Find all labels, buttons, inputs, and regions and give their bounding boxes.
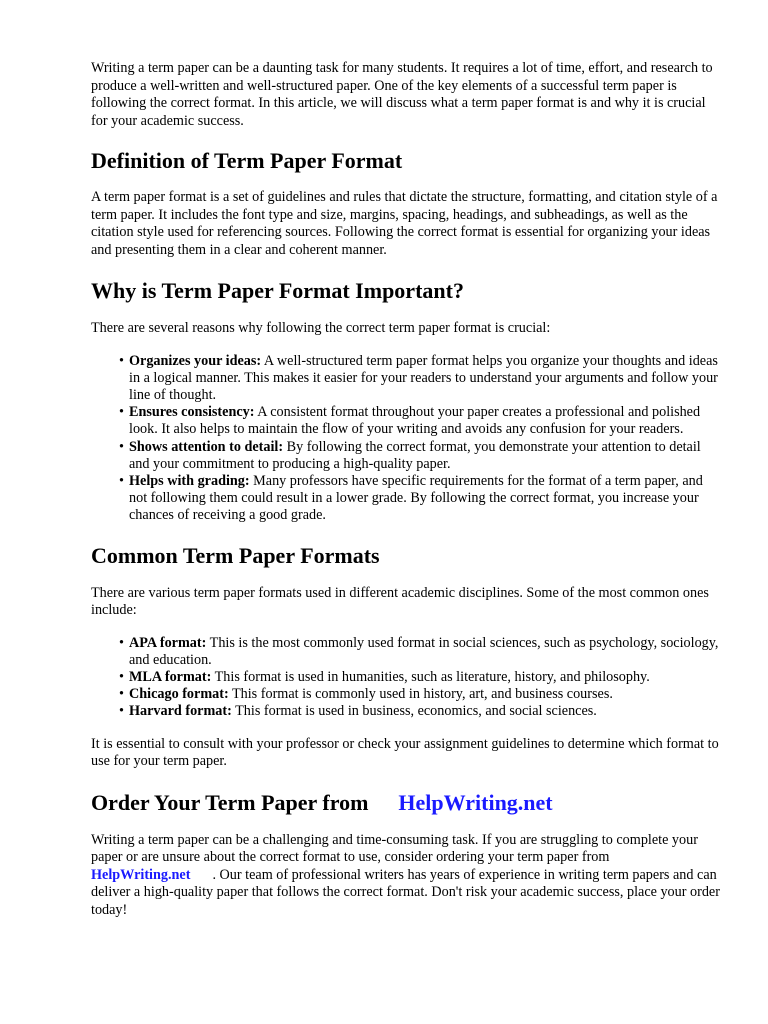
importance-list <box>91 353 721 525</box>
helpwriting-heading-link[interactable]: HelpWriting.net <box>398 789 553 815</box>
importance-heading: Why is Term Paper Format Important? <box>91 278 464 303</box>
list-item-text: This format is used in humanities, such as literature, history, and philosophy. <box>211 668 650 685</box>
list-item <box>91 473 721 525</box>
intro-paragraph: Writing a term paper can be a daunting task for many students. It requires a lot of time, effort, and research to produce a well-written and well-structured paper. One of the key elements of a successful term paper is following the correct format. In this article, we will discuss what a term paper format is and why it is crucial for your academic success. <box>91 60 713 129</box>
list-item-text: Many professors have specific requirements for the format of a term paper, and not following them could result in a lower grade. By following the correct format, you increase your chances of receiving a good grade. <box>129 472 703 524</box>
list-item-title: Harvard format: <box>129 703 232 720</box>
list-item-title: Chicago format: <box>129 686 229 703</box>
definition-paragraph: A term paper format is a set of guidelines and rules that dictate the structure, formatting, and citation style of a term paper. It includes the font type and size, margins, spacing, headings, and subheadings, as well as the citation style used for referencing sources. Following the correct format is essential for organizing your ideas and presenting them in a clear and coherent manner. <box>91 189 718 258</box>
helpwriting-inline-link[interactable]: HelpWriting.net <box>91 866 191 883</box>
order-heading <box>91 790 721 816</box>
list-item-title: Shows attention to detail: <box>129 438 284 455</box>
list-item-title: APA format: <box>129 634 207 651</box>
list-item-text: By following the correct format, you demonstrate your attention to detail and your commitment to producing a high-quality paper. <box>129 438 701 472</box>
list-item-title: Organizes your ideas: <box>129 352 262 369</box>
order-text-after: . Our team of professional writers has years of experience in writing term papers and can deliver a high-quality paper that follows the correct format. Don't risk your academic success, place your order today! <box>91 866 720 918</box>
bullet-icon: • <box>119 438 124 455</box>
order-paragraph <box>91 832 721 920</box>
bullet-icon: • <box>119 686 124 703</box>
list-item-text: This format is commonly used in history, art, and business courses. <box>228 686 613 703</box>
bullet-icon: • <box>119 668 124 685</box>
list-item-text: A consistent format throughout your paper creates a professional and polished look. It also helps to maintain the flow of your writing and avoids any confusion for your readers. <box>129 404 701 438</box>
list-item <box>91 404 721 438</box>
bullet-icon: • <box>119 634 124 651</box>
bullet-icon: • <box>119 352 124 369</box>
list-item <box>91 635 721 669</box>
list-item <box>91 686 721 703</box>
consult-paragraph: It is essential to consult with your professor or check your assignment guidelines to determine which format to use for your term paper. <box>91 735 719 770</box>
list-item-text: This is the most commonly used format in social sciences, such as psychology, sociology, and education. <box>129 634 719 668</box>
list-item <box>91 703 721 720</box>
list-item-title: Ensures consistency: <box>129 404 255 421</box>
order-text-before: Writing a term paper can be a challenging and time-consuming task. If you are struggling to complete your paper or are unsure about the correct format to use, consider ordering your term paper from <box>91 831 698 866</box>
formats-list <box>91 635 721 721</box>
importance-lead: There are several reasons why following the correct term paper format is crucial: <box>91 320 551 336</box>
definition-heading: Definition of Term Paper Format <box>91 148 403 173</box>
list-item-text: This format is used in business, economics, and social sciences. <box>231 703 597 720</box>
list-item-text: A well-structured term paper format helps you organize your thoughts and ideas in a logical manner. This makes it easier for your readers to understand your arguments and follow your line of thought. <box>129 352 718 403</box>
bullet-icon: • <box>119 703 124 720</box>
order-heading-text: Order Your Term Paper from <box>91 789 369 815</box>
list-item <box>91 439 721 473</box>
list-item-title: MLA format: <box>129 668 212 685</box>
list-item <box>91 353 721 405</box>
formats-lead: There are various term paper formats used in different academic disciplines. Some of the most common ones include: <box>91 584 709 619</box>
bullet-icon: • <box>119 404 124 421</box>
list-item-title: Helps with grading: <box>129 472 250 489</box>
formats-heading: Common Term Paper Formats <box>91 542 380 568</box>
document-content <box>91 60 721 919</box>
bullet-icon: • <box>119 472 124 489</box>
list-item <box>91 669 721 686</box>
